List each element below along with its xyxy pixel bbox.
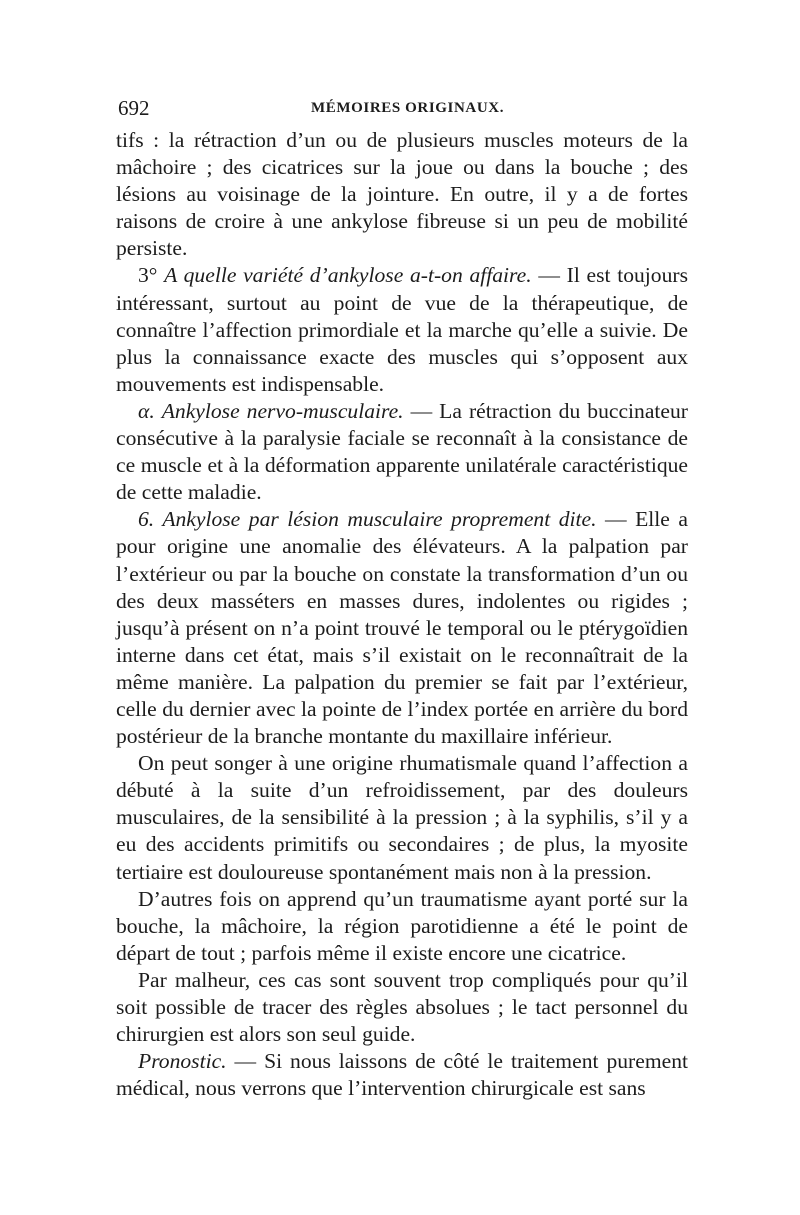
page-number: 692 (118, 96, 150, 120)
running-head: MÉMOIRES ORIGINAUX. (311, 100, 505, 116)
paragraph-2 (116, 262, 688, 397)
paragraph-6 (116, 886, 688, 967)
paragraph-text: tifs : la rétraction d’un ou de plusieurs muscles moteurs de la mâchoire ; des cicatrices sur la joue ou dans la bouche ; des lésions au voisinage de la jointure. En outre, il y a de fortes raisons de croire à une ankylose fibreuse si un peu de mobilité persiste. (116, 128, 688, 261)
paragraph-1 (116, 127, 688, 262)
paragraph-text: — Il est toujours intéressant, surtout au point de vue de la thérapeutique, de connaître l’affection primordiale et la marche qu’elle a suivie. De plus la connaissance exacte des muscles qui s’opposent aux mouvements est indispensable. (116, 263, 688, 396)
subsection-heading: α. Ankylose nervo-musculaire. (138, 398, 404, 423)
paragraph-text: — Elle a pour origine une anomalie des élévateurs. A la palpation par l’extérieur ou par la bouche on constate la transformation d’un ou des deux masséters en masses dures, indolentes ou rigides ; jusqu’à présent on n’a point trouvé le temporal ou le ptérygoïdien interne dans cet état, mais s’il existait on le reconnaîtrait de la même manière. La palpation du premier se fait par l’extérieur, celle du dernier avec la pointe de l’index portée en arrière du bord postérieur de la branche montante du maxillaire inférieur. (116, 507, 688, 749)
paragraph-text: On peut songer à une origine rhumatismale quand l’affection a débuté à la suite d’un refroidissement, par des douleurs musculaires, de la sensibilité à la pression ; à la syphilis, s’il y a eu des accidents primitifs ou secondaires ; de plus, la myosite tertiaire est douloureuse spontanément mais non à la pression. (116, 751, 688, 884)
page-header (118, 96, 688, 122)
subsection-heading: 6. Ankylose par lésion musculaire proprement dite. (138, 507, 597, 532)
paragraph-text: — Si nous laissons de côté le traitement purement médical, nous verrons que l’intervention chirurgicale est sans (116, 1049, 688, 1101)
paragraph-3 (116, 398, 688, 506)
paragraph-text: Par malheur, ces cas sont souvent trop compliqués pour qu’il soit possible de tracer des règles absolues ; le tact personnel du chirurgien est alors son seul guide. (116, 967, 688, 1047)
body-text (116, 127, 688, 1102)
section-heading: Pronostic. (138, 1049, 227, 1074)
paragraph-4 (116, 506, 688, 750)
paragraph-7 (116, 967, 688, 1048)
paragraph-5 (116, 750, 688, 885)
paragraph-text: D’autres fois on apprend qu’un traumatisme ayant porté sur la bouche, la mâchoire, la région parotidienne a été le point de départ de tout ; parfois même il existe encore une cicatrice. (116, 886, 688, 965)
paragraph-text: — La rétraction du buccinateur consécutive à la paralysie faciale se reconnaît à la consistance de ce muscle et à la déformation apparente unilatérale caractéristique de cette maladie. (116, 398, 688, 505)
paragraph-8 (116, 1048, 688, 1102)
section-number: 3° (138, 263, 165, 288)
section-heading: A quelle variété d’ankylose a-t-on affaire. (164, 263, 532, 288)
